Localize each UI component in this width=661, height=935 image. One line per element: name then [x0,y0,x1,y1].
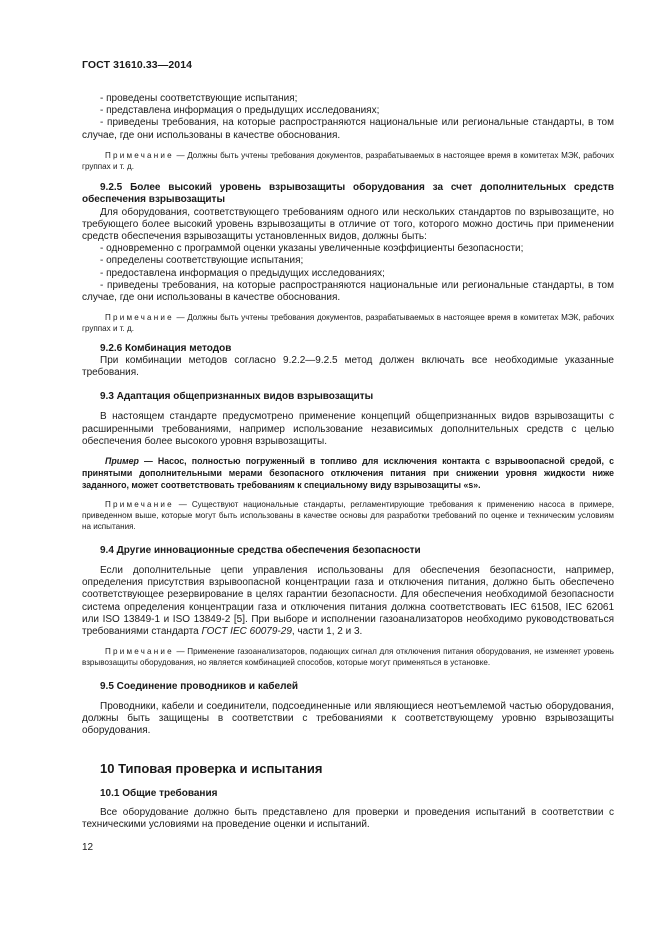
note-label: Примечание [105,500,174,510]
note [82,646,614,668]
document-header: ГОСТ 31610.33—2014 [82,59,193,71]
note-text: — Применение газоанализаторов, подающих сигнал для отключения питания оборудования, не изменяет уровень взрывозащиты оборудования, но является комбинацией способов, которые могут применяться в установке. [82,647,614,668]
example-label: Пример [105,456,139,467]
section-heading-10-1: 10.1 Общие требования [100,788,218,800]
list-item: - предоставлена информация о предыдущих исследованиях; [100,267,385,279]
list-item: - представлена информация о предыдущих исследованиях; [100,105,380,117]
section-heading-9-2-6: 9.2.6 Комбинация методов [100,342,232,354]
paragraph: Все оборудование должно быть представлено для проверки и проведения испытаний в соответствии с техническими условиями на проведение оценки и испытаний. [82,806,614,830]
note-text: — Существуют национальные стандарты, регламентирующие требования к применению насоса в примере, приведенном выше, которые могут быть использованы в качестве основы для разработки требований по оценке и техническим условиям на испытания. [82,500,614,532]
section-heading-9-3: 9.3 Адаптация общепризнанных видов взрывозащиты [100,391,374,403]
note-text: — Должны быть учтены требования документов, разрабатываемых в настоящее время в комитетах МЭК, рабочих группах и т. д. [82,313,614,334]
note-label: Примечание [105,647,174,657]
list-item: - проведены соответствующие испытания; [100,93,298,104]
section-heading-10: 10 Типовая проверка и испытания [100,761,323,777]
paragraph: Для оборудования, соответствующего требованиям одного или нескольких стандартов по взрывозащите, но требующего более высокий уровень взрывозащиты в отличие от того, которого можно достичь при применении средств обеспечения взрывозащиты установленных видов, должны быть: [82,206,614,243]
paragraph: При комбинации методов согласно 9.2.2—9.2.5 метод должен включать все необходимые указанные требования. [82,354,614,379]
list-item: - одновременно с программой оценки указаны увеличенные коэффициенты безопасности; [100,243,524,255]
section-heading-9-2-5: 9.2.5 Более высокий уровень взрывозащиты оборудования за счет дополнительных средств обеспечения взрывозащиты [82,182,614,206]
standard-reference: ГОСТ IEC 60079-29 [201,625,292,637]
paragraph [82,565,614,638]
example-text: — Насос, полностью погруженный в топливо для исключения контакта с взрывоопасной средой, с принятыми дополнительными мерами безопасного отключения питания при снижении уровня жидкости ниже заданного, может соответствовать требованиям к специальному виду взрывозащиты «s». [82,456,614,491]
note-label: Примечание [105,313,174,323]
list-item: - определены соответствующие испытания; [100,255,304,267]
example [82,455,614,491]
paragraph-text: Если дополнительные цепи управления использованы для обеспечения безопасности, например, определения присутствия взрывоопасной концентрации газа и отключения питания, должно быть обеспечено соответствующее резервирование в целях гарантии безопасности. Для обеспечения необходимой безопасности система определения концентрации газа и отключения питания должна соответствовать IEC 61508, IEC 62061 или ISO 13849-1 и ISO 13849-2 [5]. При выборе и исполнении газоанализаторов необходимо руководствоваться требованиями стандарта [82,564,614,637]
note-label: Примечание [105,150,174,160]
section-heading-9-4: 9.4 Другие инновационные средства обеспечения безопасности [100,544,421,556]
page-number: 12 [82,842,94,853]
note [82,499,614,533]
list-item: - приведены требования, на которые распространяются национальные или региональные стандарты, в том случае, где они использованы в качестве обоснования. [82,117,614,141]
document-page [82,59,614,831]
section-heading-9-5: 9.5 Соединение проводников и кабелей [100,680,299,692]
note [82,150,614,172]
paragraph: В настоящем стандарте предусмотрено применение концепций общепризнанных видов взрывозащиты с расширенными требованиями, например использование независимых дополнительных средств с целью обеспечения более высокого уровня взрывозащиты. [82,411,614,447]
list-item: - приведены требования, на которые распространяются национальные или региональные стандарты, в том случае, где они использованы в качестве обоснования. [82,279,614,304]
paragraph-text: , части 1, 2 и 3. [291,625,363,637]
paragraph: Проводники, кабели и соединители, подсоединенные или являющиеся неотъемлемой частью оборудования, должны быть защищены в соответствии с требованиями к соответствующему уровню взрывозащиты оборудования. [82,700,614,737]
note [82,312,614,334]
note-text: — Должны быть учтены требования документов, разрабатываемых в настоящее время в комитетах МЭК, рабочих группах и т. д. [82,150,614,172]
